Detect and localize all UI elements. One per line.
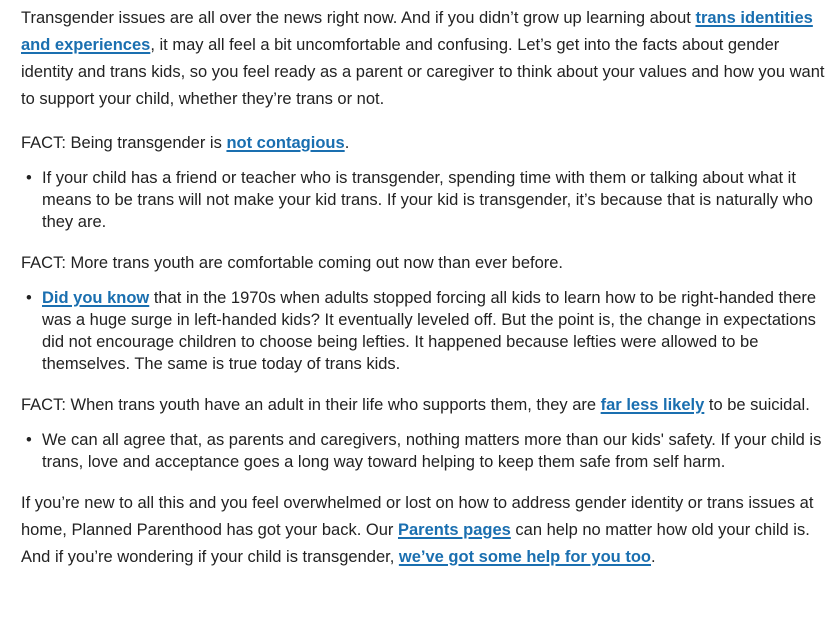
- fact-coming-out-list: [21, 287, 826, 375]
- did-you-know-link[interactable]: Did you know: [42, 289, 150, 307]
- list-item: [26, 287, 826, 375]
- closing-text-continued: can help no matter how old your child is. And if you’re wondering if your child is transgender,: [21, 521, 810, 566]
- not-contagious-link[interactable]: not contagious: [226, 134, 345, 152]
- list-item-text: We can all agree that, as parents and caregivers, nothing matters more than our kids' safety. If your child is trans, love and acceptance goes a long way toward helping to keep them safe from self harm.: [42, 431, 822, 471]
- trans-identities-link[interactable]: trans identities and experiences: [21, 9, 813, 54]
- fact-support-text-continued: to be suicidal.: [704, 396, 810, 414]
- fact-support: [21, 392, 826, 419]
- fact-contagious-text: FACT: Being transgender is: [21, 134, 227, 152]
- fact-support-list: [21, 429, 826, 473]
- bullet-icon: •: [26, 289, 32, 307]
- far-less-likely-link[interactable]: far less likely: [600, 396, 705, 414]
- closing-paragraph: [21, 490, 826, 571]
- intro-paragraph: [21, 5, 826, 113]
- list-item-text: that in the 1970s when adults stopped forcing all kids to learn how to be right-handed there was a huge surge in left-handed kids? It eventually leveled off. But the point is, the change in expectations did not encourage children to choose being lefties. It happened because lefties were allowed to be themselves. The same is true today of trans kids.: [42, 289, 817, 373]
- bullet-icon: •: [26, 431, 32, 449]
- closing-period: .: [650, 548, 656, 566]
- list-item: [26, 167, 826, 233]
- intro-text-continued: , it may all feel a bit uncomfortable and confusing. Let’s get into the facts about gender identity and trans kids, so you feel ready as a parent or caregiver to think about your values and how you want to support your child, whether they’re trans or not.: [21, 36, 825, 108]
- article-body: [0, 5, 830, 571]
- fact-support-text: FACT: When trans youth have an adult in their life who supports them, they are: [21, 396, 601, 414]
- fact-contagious-list: [21, 167, 826, 233]
- parents-pages-link[interactable]: Parents pages: [398, 521, 511, 539]
- intro-text: Transgender issues are all over the news right now. And if you didn’t grow up learning about: [21, 9, 696, 27]
- fact-coming-out-text: FACT: More trans youth are comfortable coming out now than ever before.: [21, 254, 564, 272]
- bullet-icon: •: [26, 169, 32, 187]
- help-for-you-link[interactable]: we’ve got some help for you too: [398, 548, 651, 566]
- fact-contagious-period: .: [344, 134, 350, 152]
- fact-contagious: [21, 130, 826, 157]
- list-item-text: If your child has a friend or teacher who is transgender, spending time with them or talking about what it means to be trans will not make your kid trans. If your kid is transgender, it’s because that is naturally who they are.: [42, 169, 813, 231]
- list-item: [26, 429, 826, 473]
- closing-text: If you’re new to all this and you feel overwhelmed or lost on how to address gender identity or trans issues at home, Planned Parenthood has got your back. Our: [21, 494, 814, 539]
- fact-coming-out: [21, 250, 826, 277]
